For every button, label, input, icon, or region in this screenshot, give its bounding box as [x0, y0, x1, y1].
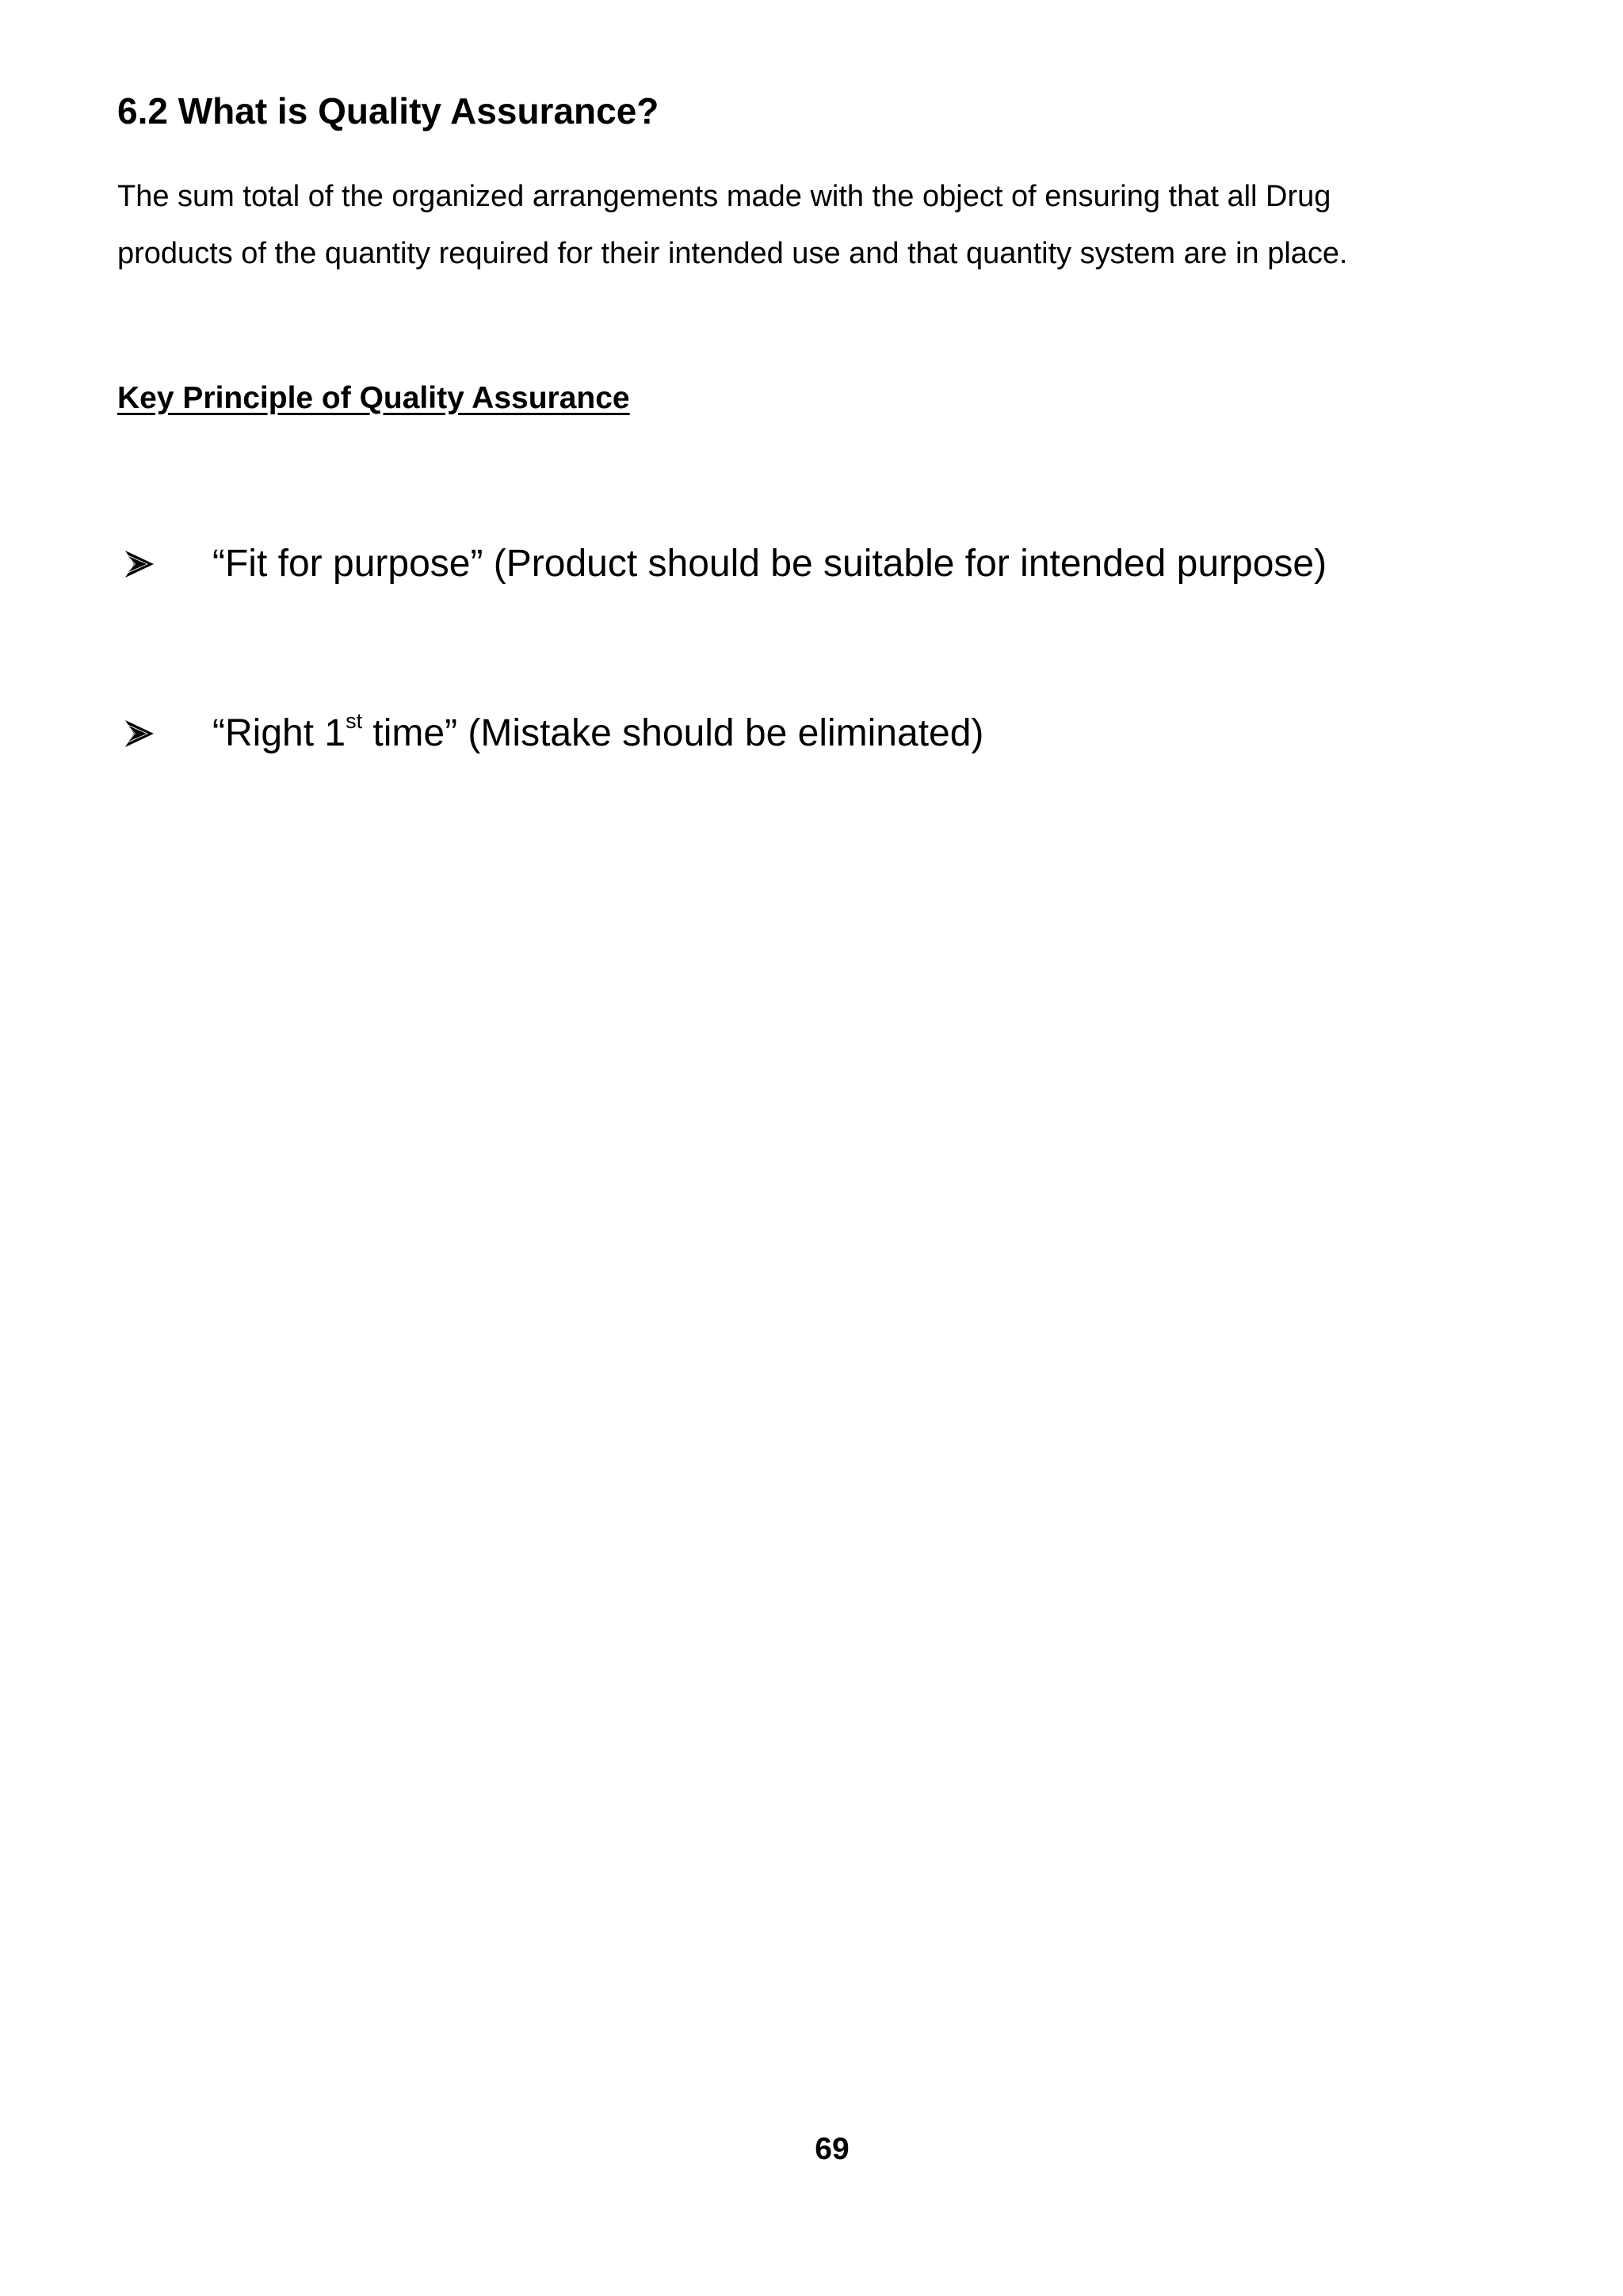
- principle-text-right-first-time: [212, 702, 983, 765]
- principle-list-item: [117, 532, 1512, 596]
- definition-line-2: products of the quantity required for their intended use and that quantity system are in place.: [117, 237, 1348, 270]
- ordinal-superscript: st: [346, 709, 363, 733]
- principle-list-item: [117, 702, 1512, 765]
- section-title: 6.2 What is Quality Assurance?: [117, 90, 659, 132]
- principle-text-fit-for-purpose: “Fit for purpose” (Product should be suitable for intended purpose): [212, 543, 1327, 585]
- definition-line-1: The sum total of the organized arrangements made with the object of ensuring that all Drug: [117, 180, 1331, 213]
- arrowhead-bullet-icon: [124, 548, 155, 580]
- arrowhead-bullet-icon: [124, 718, 155, 749]
- principle-text-before-superscript: “Right 1: [212, 712, 346, 754]
- principle-text-after-superscript: time” (Mistake should be eliminated): [362, 712, 984, 754]
- page-number: 69: [815, 2132, 850, 2166]
- key-principle-heading: Key Principle of Quality Assurance: [117, 381, 630, 415]
- definition-paragraph: [117, 168, 1512, 282]
